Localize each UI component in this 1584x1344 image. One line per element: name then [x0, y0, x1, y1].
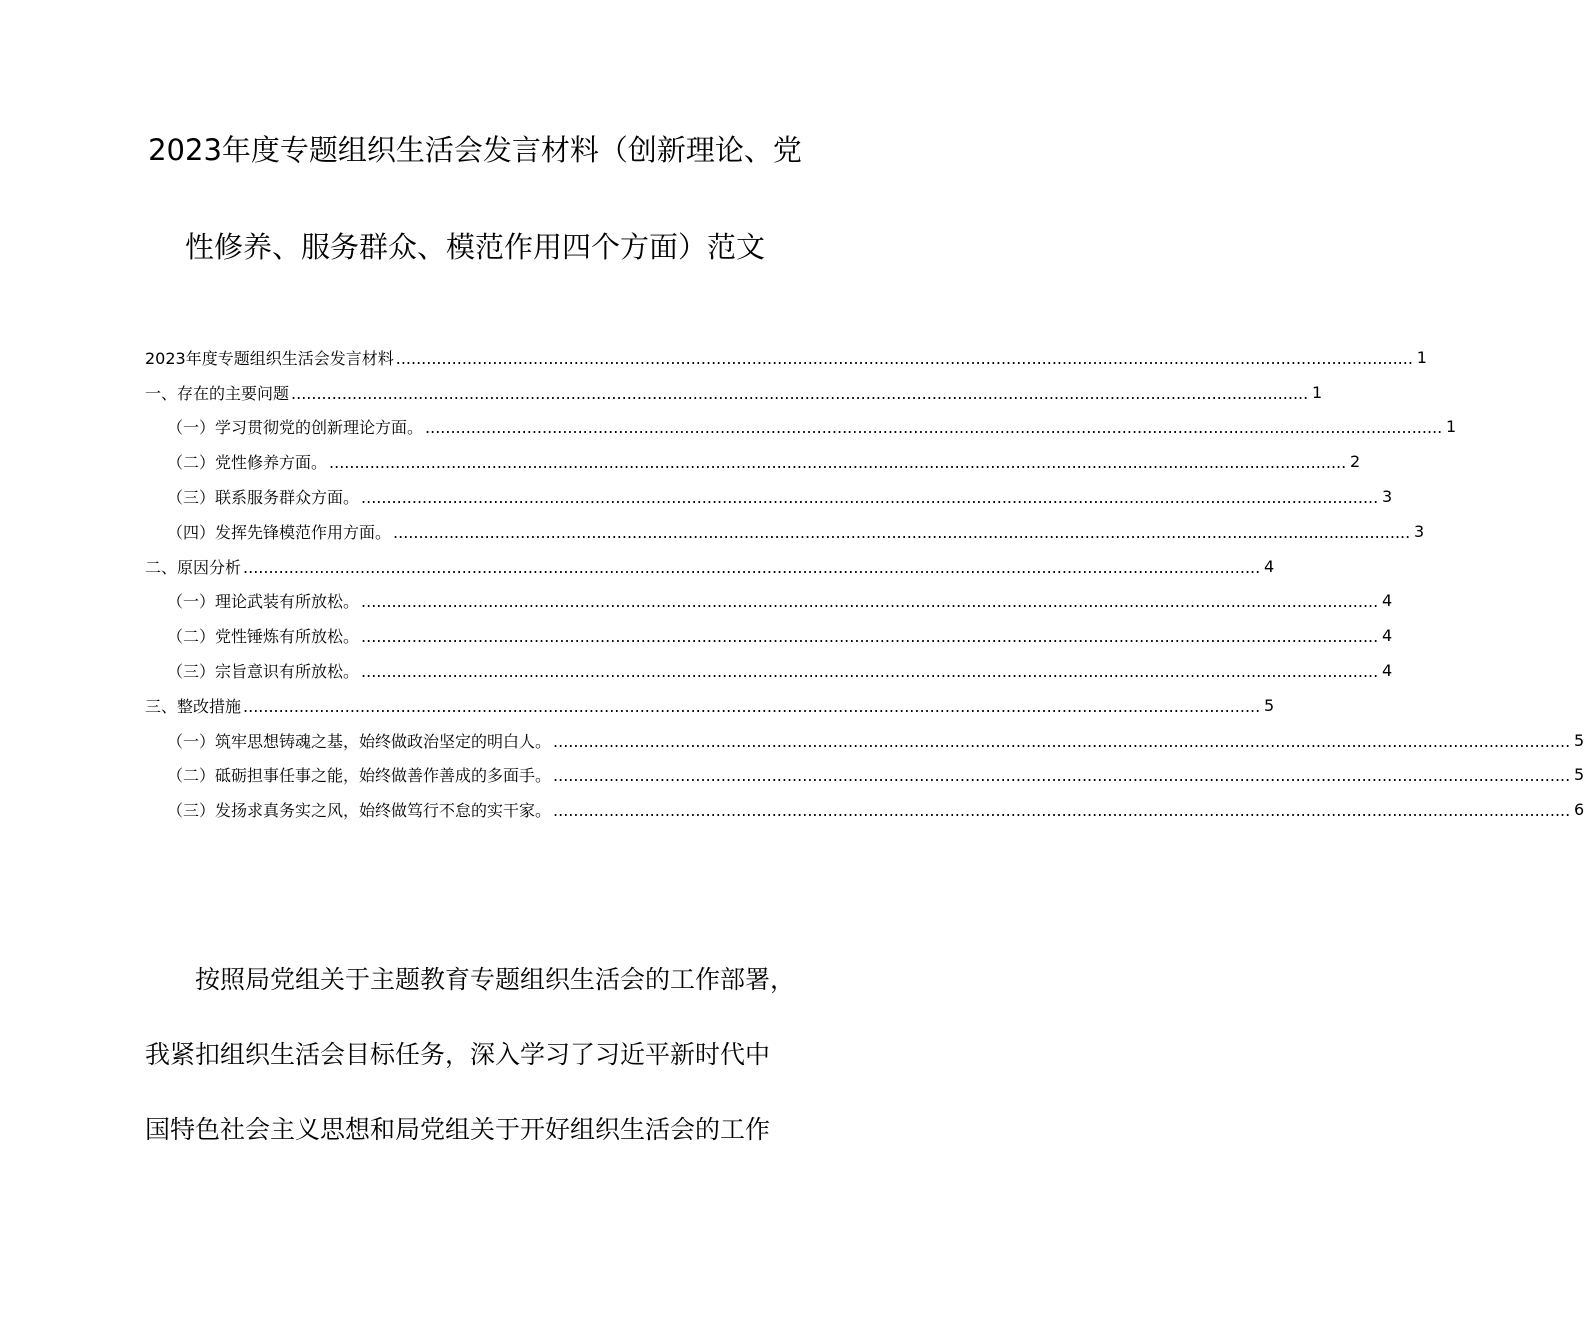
toc-entry[interactable] [145, 584, 1393, 619]
toc-entry[interactable] [145, 792, 1584, 827]
toc-entry[interactable] [145, 618, 1393, 653]
toc-entry-text: 三、整改措施 [145, 696, 242, 716]
toc-leader-dots: ........................................................................................................................................................................................................ [425, 418, 1443, 438]
toc-entry-text: 2023年度专题组织生活会发言材料 [145, 348, 394, 368]
toc-entry[interactable] [145, 410, 1457, 445]
toc-page-number: 4 [1382, 661, 1393, 681]
toc-leader-dots: ........................................................................................................................................................................................................ [393, 522, 1411, 542]
toc-page-number: 1 [1416, 347, 1427, 367]
toc-entry-text: （二）党性修养方面。 [167, 453, 328, 473]
toc-leader-dots: ........................................................................................................................................................................................................ [553, 801, 1571, 821]
body-paragraph-line-1: 按照局党组关于主题教育专题组织生活会的工作部署， [195, 965, 796, 994]
body-paragraph-line-3: 国特色社会主义思想和局党组关于开好组织生活会的工作 [145, 1115, 771, 1144]
toc-leader-dots: ........................................................................................................................................................................................................ [553, 766, 1571, 786]
toc-leader-dots: ........................................................................................................................................................................................................ [553, 731, 1571, 751]
toc-entry[interactable] [145, 479, 1393, 514]
toc-entry[interactable] [145, 444, 1361, 479]
toc-entry-text: 一、存在的主要问题 [145, 383, 290, 403]
toc-entry[interactable] [145, 375, 1323, 410]
toc-leader-dots: ........................................................................................................................................................................................................ [361, 627, 1379, 647]
toc-leader-dots: ........................................................................................................................................................................................................ [361, 662, 1379, 682]
toc-leader-dots: ........................................................................................................................................................................................................ [361, 488, 1379, 508]
toc-page-number: 6 [1574, 800, 1584, 820]
toc-leader-dots: ........................................................................................................................................................................................................ [291, 383, 1309, 403]
toc-entry[interactable] [145, 723, 1584, 758]
toc-entry-text: （二）砥砺担事任事之能，始终做善作善成的多面手。 [167, 766, 552, 786]
toc-page-number: 3 [1414, 521, 1425, 541]
toc-page-number: 5 [1264, 695, 1275, 715]
toc-entry-text: （三）宗旨意识有所放松。 [167, 662, 360, 682]
toc-page-number: 4 [1264, 556, 1275, 576]
toc-entry-text: （一）学习贯彻党的创新理论方面。 [167, 418, 424, 438]
toc-page-number: 2 [1350, 452, 1361, 472]
toc-leader-dots: ........................................................................................................................................................................................................ [361, 592, 1379, 612]
toc-entry[interactable] [145, 688, 1275, 723]
toc-entry-text: （二）党性锤炼有所放松。 [167, 627, 360, 647]
toc-entry-text: （三）联系服务群众方面。 [167, 488, 360, 508]
toc-entry-text: （一）筑牢思想铸魂之基，始终做政治坚定的明白人。 [167, 731, 552, 751]
toc-entry[interactable] [145, 758, 1584, 793]
toc-entry-text: （一）理论武装有所放松。 [167, 592, 360, 612]
toc-page-number: 1 [1312, 382, 1323, 402]
toc-page-number: 3 [1382, 487, 1393, 507]
toc-page-number: 5 [1574, 765, 1584, 785]
toc-entry[interactable] [145, 514, 1425, 549]
toc-entry-text: （三）发扬求真务实之风，始终做笃行不怠的实干家。 [167, 801, 552, 821]
toc-page-number: 1 [1446, 417, 1457, 437]
toc-entry[interactable] [145, 549, 1275, 584]
toc-page-number: 4 [1382, 626, 1393, 646]
toc-entry[interactable] [145, 340, 1427, 375]
document-title-line-1: 2023年度专题组织生活会发言材料（创新理论、党 [148, 133, 802, 167]
toc-leader-dots: ........................................................................................................................................................................................................ [395, 348, 1413, 368]
toc-page-number: 4 [1382, 591, 1393, 611]
toc-leader-dots: ........................................................................................................................................................................................................ [329, 453, 1347, 473]
toc-page-number: 5 [1574, 730, 1584, 750]
document-title-line-2: 性修养、服务群众、模范作用四个方面）范文 [184, 230, 765, 264]
toc-entry-text: （四）发挥先锋模范作用方面。 [167, 522, 392, 542]
toc-leader-dots: ........................................................................................................................................................................................................ [243, 557, 1261, 577]
toc-entry-text: 二、原因分析 [145, 557, 242, 577]
toc-entry[interactable] [145, 653, 1393, 688]
toc-leader-dots: ........................................................................................................................................................................................................ [243, 696, 1261, 716]
body-paragraph-line-2: 我紧扣组织生活会目标任务，深入学习了习近平新时代中 [145, 1040, 771, 1069]
table-of-contents [145, 340, 1584, 827]
